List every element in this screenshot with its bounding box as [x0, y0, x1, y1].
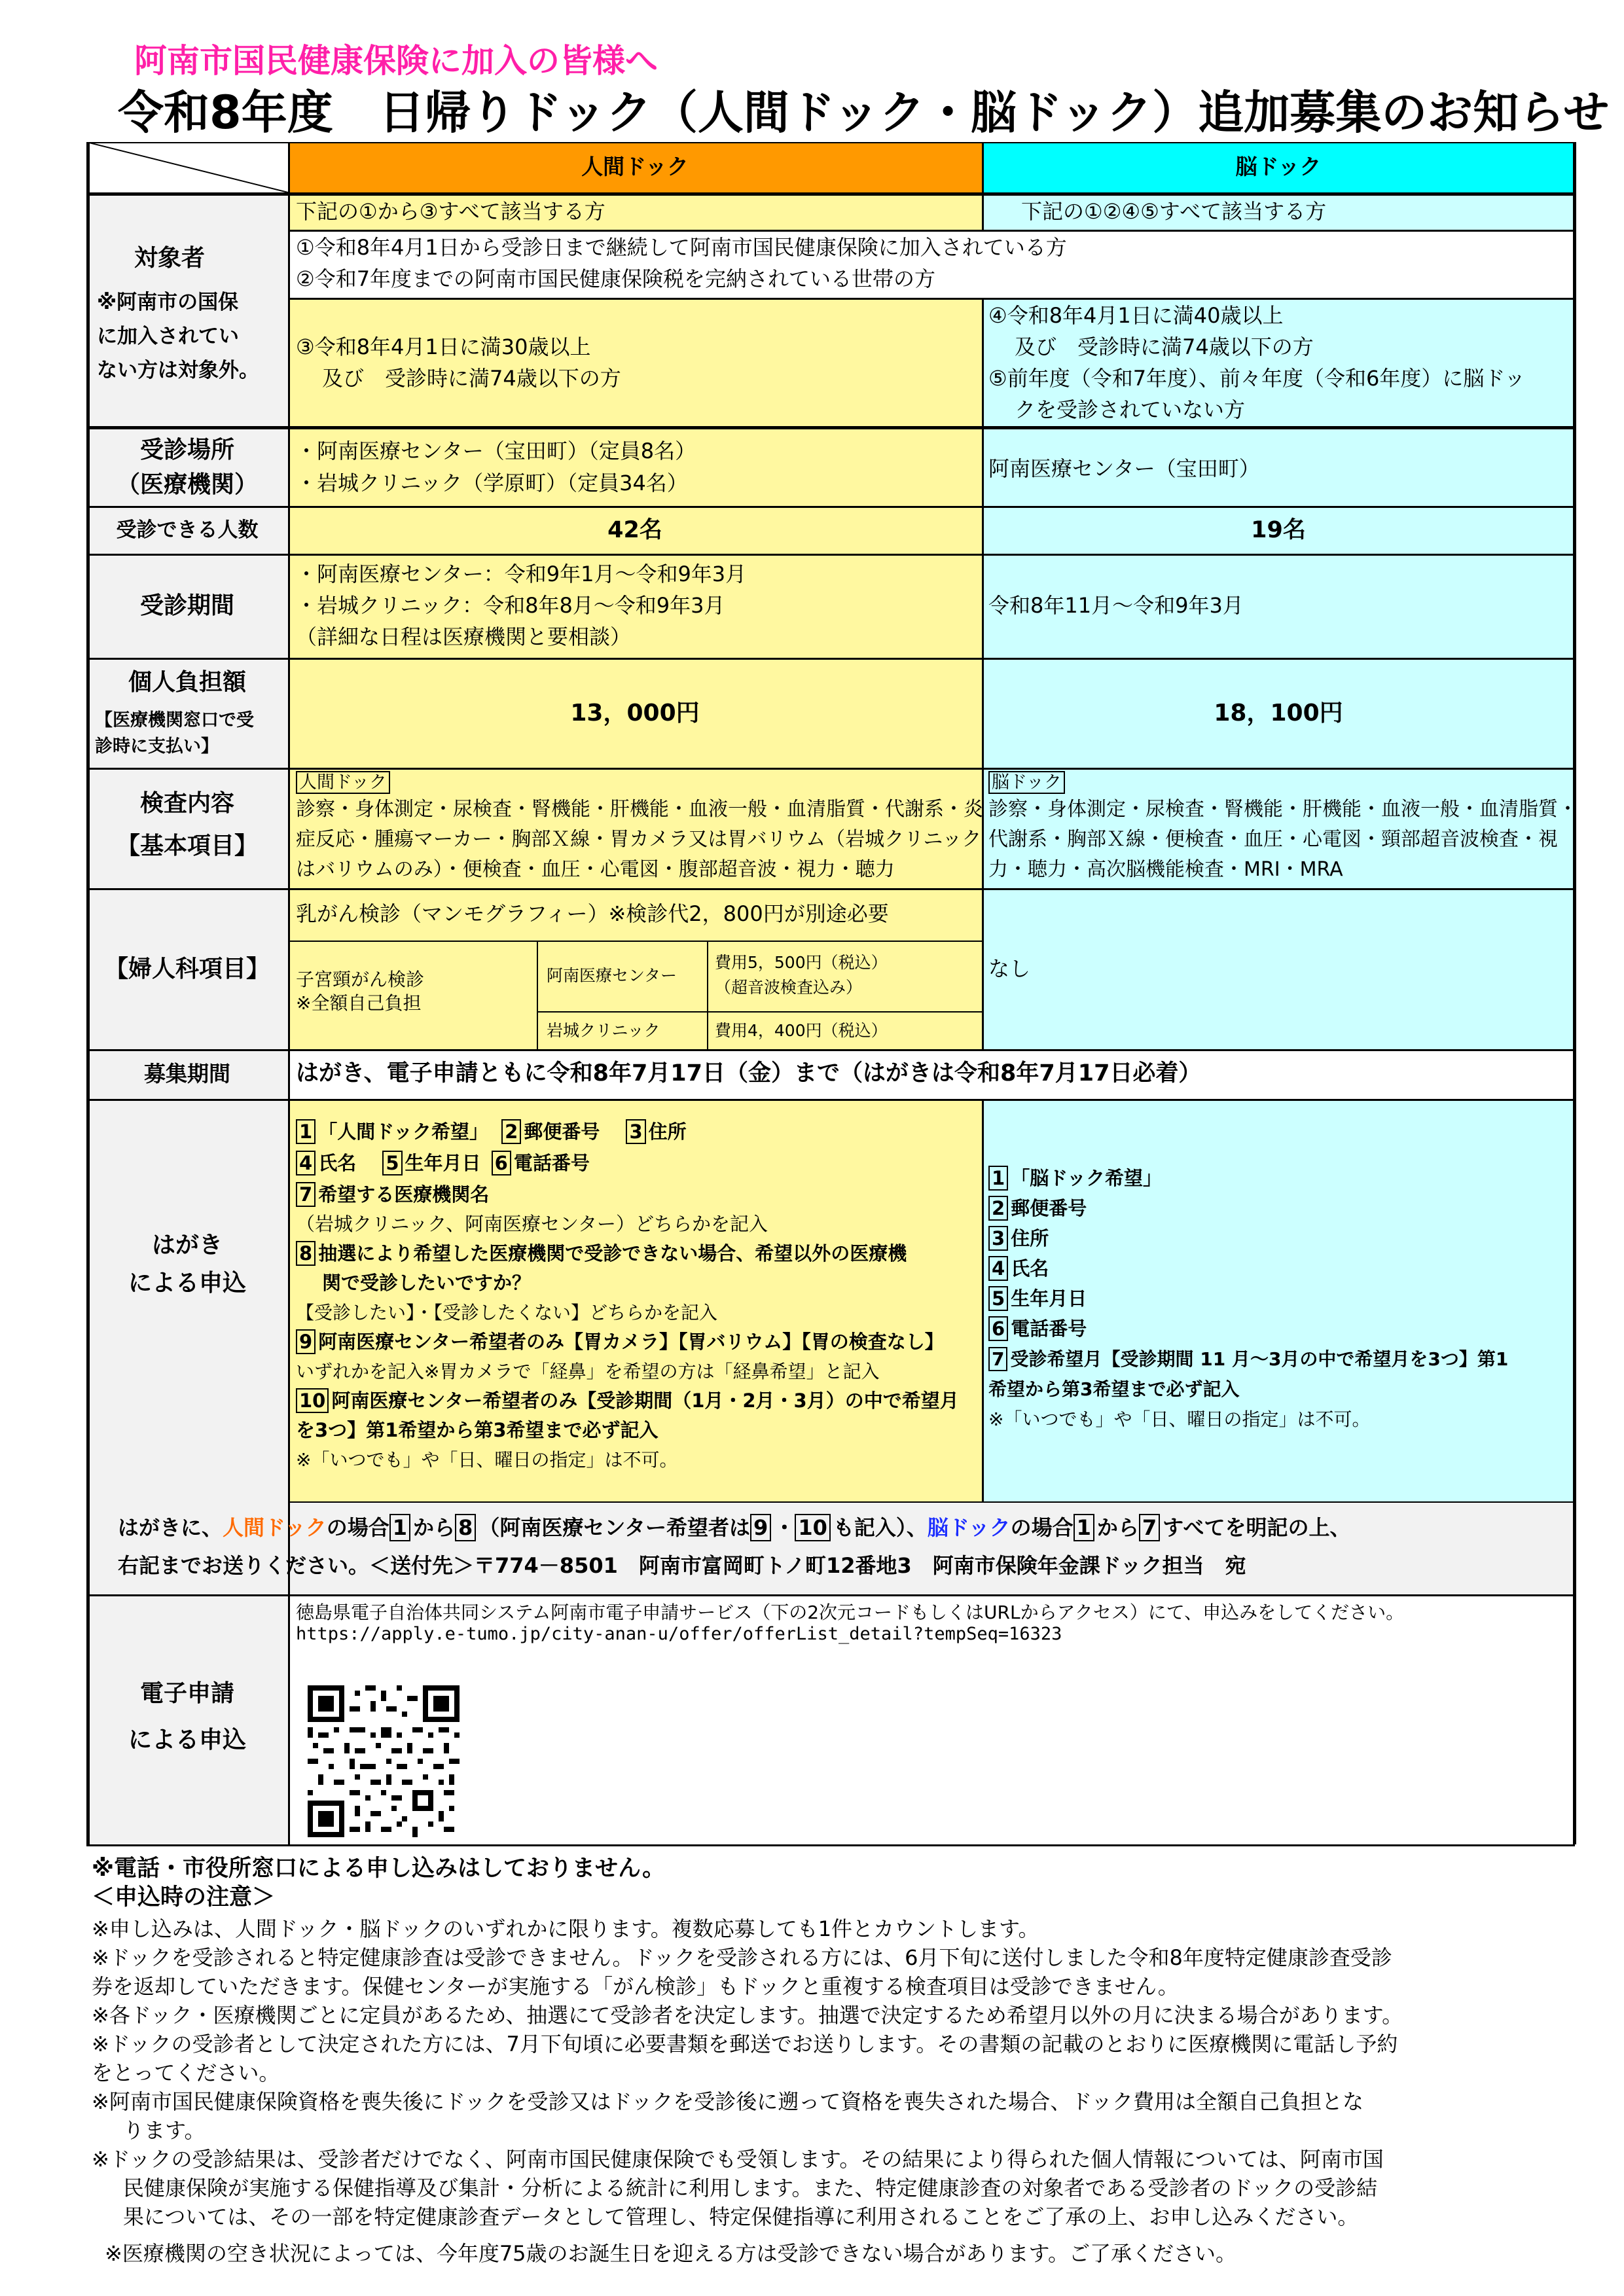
- cost-label: 個人負担額: [128, 669, 246, 696]
- pc-ningen-line-12: ※「いつでも」や「日、曜日の指定」は不可。: [296, 1449, 678, 1471]
- exam-label-2: 【基本項目】: [116, 833, 258, 859]
- note-2b: 券を返却していただきます。保健センターが実施する「がん検診」もドックと重複する検査項目は受診できません。: [92, 1974, 1179, 1999]
- note-6b: 民健康保険が実施する保健指導及び集計・分析による統計に利用します。また、特定健康診査の対象者である受診者のドックの受診結: [123, 2176, 1378, 2200]
- place-label-1: 受診場所: [139, 437, 234, 463]
- pc-ningen-line-2: 4 氏名 5 生年月日 6 電話番号: [296, 1149, 590, 1178]
- target-ningen-3a: ③令和8年4月1日に満30歳以上: [296, 334, 591, 359]
- capacity-nou: 19名: [1251, 517, 1306, 543]
- postcard-label-1: はがき: [151, 1232, 223, 1259]
- label-column-bg-online: [86, 1594, 288, 1844]
- target-common-2: ②令和7年度までの阿南市国民健康保険税を完納されている世帯の方: [296, 266, 936, 291]
- ningen-column-title: 人間ドック: [581, 154, 689, 179]
- pc-nou-line-3: 3 住所: [988, 1224, 1049, 1253]
- exam-ningen-3: はバリウムのみ）・便検査・血圧・心電図・腹部超音波・視力・聴力: [296, 858, 895, 881]
- note-no-phone: ※電話・市役所窓口による申し込みはしておりません。: [92, 1856, 666, 1882]
- pc-ningen-line-7: 【受診したい】・【受診したくない】どちらかを記入: [296, 1302, 718, 1323]
- exam-ningen-tag: 人間ドック: [296, 770, 393, 795]
- gyne-iwaki-name: 岩城クリニック: [547, 1021, 660, 1040]
- target-nou-4b: 及び 受診時に満74歳以下の方: [1015, 334, 1314, 359]
- gyne-cervical-1: 子宮頸がん検診: [296, 969, 425, 990]
- pc-nou-line-1: 1 「脳ドック希望」: [988, 1164, 1162, 1193]
- place-label-2: （医療機関）: [116, 471, 258, 498]
- exam-nou-tag: 脳ドック: [988, 770, 1068, 795]
- gyne-cervical-2: ※全額自己負担: [296, 992, 422, 1014]
- period-ningen-3: （詳細な日程は医療機関と要相談）: [296, 624, 632, 649]
- pc-ningen-line-3: 7 希望する医療機関名: [296, 1180, 489, 1210]
- exam-ningen-1: 診察・身体測定・尿検査・腎機能・肝機能・血液一般・血清脂質・代謝系・炎: [296, 798, 983, 821]
- nou-column-title: 脳ドック: [1235, 154, 1322, 179]
- pc-ningen-line-11: を3つ】第1希望から第3希望まで必ず記入: [296, 1419, 659, 1441]
- pc-ningen-line-8: 9 阿南医療センター希望者のみ【胃カメラ】【胃バリウム】【胃の検査なし】: [296, 1327, 944, 1357]
- note-6a: ※ドックの受診結果は、受診者だけでなく、阿南市国民健康保険でも受領します。その結果により得られた個人情報については、阿南市国: [92, 2147, 1384, 2172]
- target-label-note-2: に加入されてい: [97, 325, 239, 348]
- period-nou: 令和8年11月～令和9年3月: [988, 593, 1244, 618]
- gyne-anan-fee-2: （超音波検査込み）: [715, 978, 863, 997]
- pc-ningen-line-6: 関で受診したいですか？: [322, 1272, 532, 1294]
- note-4b: をとってください。: [92, 2060, 280, 2085]
- pc-nou-line-4: 4 氏名: [988, 1254, 1049, 1283]
- exam-label-1: 検査内容: [139, 790, 234, 817]
- note-2a: ※ドックを受診されると特定健康診査は受診できません。ドックを受診される方には、6月下旬に送付しました令和8年度特定健康診査受診: [92, 1945, 1392, 1970]
- pc-nou-line-2: 2 郵便番号: [988, 1194, 1087, 1223]
- target-nou-5a: ⑤前年度（令和7年度）、前々年度（令和6年度）に脳ドッ: [988, 366, 1526, 391]
- pc-ningen-line-9: いずれかを記入※胃カメラで「経鼻」を希望の方は「経鼻希望」と記入: [296, 1361, 880, 1382]
- online-label-1: 電子申請: [139, 1680, 234, 1707]
- place-ningen-2: ・岩城クリニック（学原町）（定員34名）: [296, 471, 688, 495]
- page-subtitle: 阿南市国民健康保険に加入の皆様へ: [134, 42, 658, 80]
- pc-nou-line-9: ※「いつでも」や「日、曜日の指定」は不可。: [988, 1408, 1371, 1430]
- pc-nou-line-7: 7 受診希望月【受診期間 11 月～3月の中で希望月を3つ】第1: [988, 1344, 1508, 1374]
- target-ningen-intro: 下記の①から③すべて該当する方: [296, 199, 605, 224]
- target-ningen-3b: 及び 受診時に満74歳以下の方: [322, 366, 621, 391]
- exam-nou-1: 診察・身体測定・尿検査・腎機能・肝機能・血液一般・血清脂質・: [988, 798, 1578, 821]
- note-4a: ※ドックの受診者として決定された方には、7月下旬頃に必要書類を郵送でお送りします。その書類の記載のとおりに医療機関に電話し予約: [92, 2032, 1398, 2056]
- target-nou-4a: ④令和8年4月1日に満40歳以上: [988, 303, 1284, 328]
- pc-nou-line-8: 希望から第3希望まで必ず記入: [988, 1378, 1240, 1400]
- header-diagonal: [86, 142, 288, 192]
- note-5b: ります。: [123, 2118, 206, 2143]
- note-5a: ※阿南市国民健康保険資格を喪失後にドックを受診又はドックを受診後に遡って資格を喪失された場合、ドック費用は全額自己負担とな: [92, 2089, 1363, 2114]
- period-ningen-1: ・阿南医療センター：令和9年1月～令和9年3月: [296, 562, 747, 586]
- recruit-text: はがき、電子申請ともに令和8年7月17日（金）まで（はがきは令和8年7月17日必着）: [296, 1060, 1202, 1086]
- recruit-label: 募集期間: [144, 1061, 230, 1086]
- target-label-note-3: ない方は対象外。: [97, 359, 259, 382]
- pc-ningen-line-4: （岩城クリニック、阿南医療センター）どちらかを記入: [296, 1213, 768, 1235]
- period-label: 受診期間: [139, 592, 234, 619]
- note-6c: 果については、その一部を特定健康診査データとして管理し、特定保健指導に利用されることをご了承の上、お申し込みください。: [123, 2204, 1359, 2229]
- pc-ningen-line-1: 1 「人間ドック希望」 2 郵便番号 3 住所: [296, 1117, 687, 1147]
- note-3: ※各ドック・医療機関ごとに定員があるため、抽選にて受診者を決定します。抽選で決定するため希望月以外の月に決まる場合があります。: [92, 2003, 1403, 2028]
- pc-ningen-line-5: 8 抽選により希望した医療機関で受診できない場合、希望以外の医療機: [296, 1239, 907, 1268]
- gyne-breast: 乳がん検診（マンモグラフィー）※検診代2，800円が別途必要: [296, 901, 889, 926]
- postcard-summary-1: はがきに、人間ドックの場合 1 から 8 （阿南医療センター希望者は 9 ・ 10 も記入）、脳ドックの場合 1 から 7 すべてを明記の上、: [118, 1515, 1351, 1540]
- place-nou: 阿南医療センター（宝田町）: [988, 456, 1260, 481]
- notes-heading: ＜申込時の注意＞: [92, 1884, 276, 1910]
- exam-nou-2: 代謝系・胸部Ｘ線・便検査・血圧・心電図・頸部超音波検査・視: [988, 828, 1558, 851]
- pc-nou-line-6: 6 電話番号: [988, 1314, 1087, 1344]
- cost-label-note-1: 【医療機関窓口で受: [95, 710, 254, 730]
- capacity-ningen: 42名: [607, 517, 662, 543]
- online-url[interactable]: https://apply.e-tumo.jp/city-anan-u/offer/offerList_detail?tempSeq=16323: [296, 1624, 1062, 1644]
- gyne-label: 【婦人科項目】: [104, 956, 270, 982]
- cost-label-note-2: 診時に支払い】: [95, 736, 219, 757]
- exam-nou-3: 力・聴力・高次脳機能検査・MRI・MRA: [988, 858, 1343, 881]
- postcard-label-2: による申込: [128, 1270, 246, 1297]
- period-ningen-2: ・岩城クリニック：令和8年8月～令和9年3月: [296, 593, 725, 618]
- note-1: ※申し込みは、人間ドック・脳ドックのいずれかに限ります。複数応募しても1件とカウントします。: [92, 1916, 1039, 1941]
- target-nou-5b: クを受診されていない方: [1015, 397, 1246, 422]
- capacity-label: 受診できる人数: [116, 518, 259, 542]
- place-ningen-1: ・阿南医療センター（宝田町）（定員8名）: [296, 439, 696, 463]
- pc-ningen-line-10: 10 阿南医療センター希望者のみ【受診期間（1月・2月・3月）の中で希望月: [296, 1386, 959, 1416]
- exam-ningen-2: 症反応・腫瘍マーカー・胸部Ｘ線・胃カメラ又は胃バリウム（岩城クリニック: [296, 828, 982, 851]
- gyne-nou: なし: [988, 956, 1031, 981]
- cost-nou: 18，100円: [1214, 700, 1343, 726]
- gyne-anan-name: 阿南医療センター: [547, 966, 677, 985]
- pc-nou-line-5: 5 生年月日: [988, 1284, 1087, 1314]
- target-nou-intro: 下記の①②④⑤すべて該当する方: [1021, 199, 1327, 224]
- target-label-note-1: ※阿南市の国保: [97, 291, 239, 314]
- gyne-anan-fee-1: 費用5，500円（税込）: [715, 953, 888, 972]
- target-label: 対象者: [134, 245, 206, 272]
- target-common-1: ①令和8年4月1日から受診日まで継続して阿南市国民健康保険に加入されている方: [296, 235, 1067, 260]
- note-7: ※医療機関の空き状況によっては、今年度75歳のお誕生日を迎える方は受診できない場合があります。ご了承ください。: [105, 2241, 1236, 2266]
- qr-code-icon[interactable]: [308, 1685, 460, 1837]
- postcard-summary-2: 右記までお送りください。＜送付先＞〒774－8501 阿南市富岡町トノ町12番地3 阿南市保険年金課ドック担当 宛: [118, 1553, 1246, 1578]
- page-title: 令和8年度 日帰りドック（人間ドック・脳ドック）追加募集のお知らせ: [118, 86, 1610, 139]
- cost-ningen: 13，000円: [570, 700, 700, 726]
- gyne-iwaki-fee: 費用4，400円（税込）: [715, 1021, 888, 1040]
- online-label-2: による申込: [128, 1727, 246, 1753]
- online-text: 徳島県電子自治体共同システム阿南市電子申請サービス（下の2次元コードもしくはURLからアクセス）にて、申込みをしてください。: [296, 1602, 1405, 1623]
